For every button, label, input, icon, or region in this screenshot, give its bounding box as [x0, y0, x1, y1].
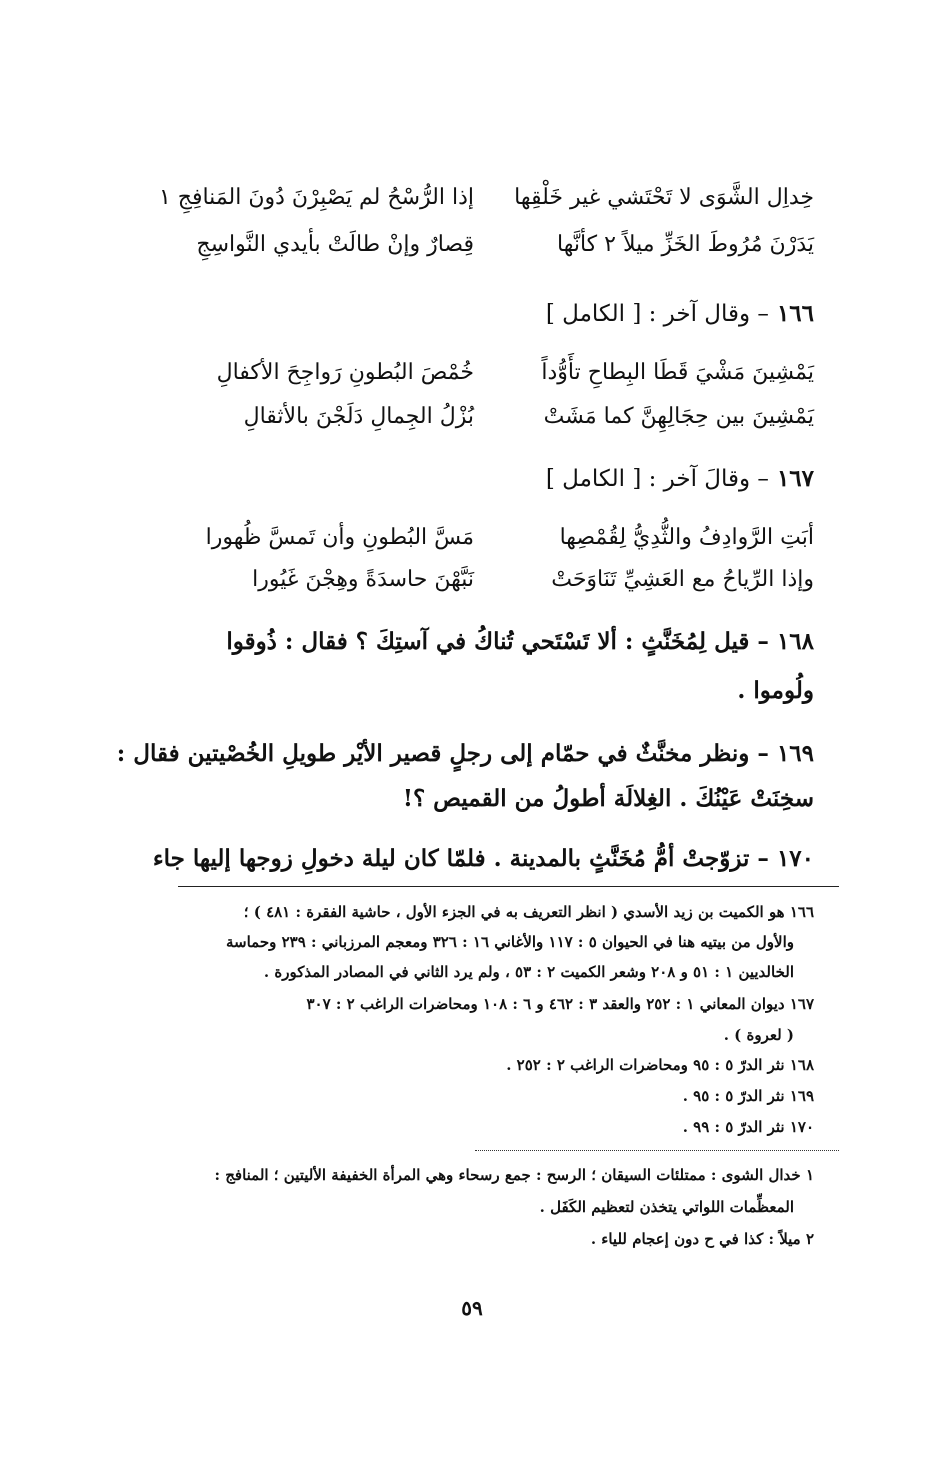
- poem2-line1-second-hemistich: خُمْصَ البُطونِ رَواجِحَ الأكفالِ: [216, 360, 474, 385]
- section-167-heading: [546, 465, 814, 492]
- footnote-168: ١٦٨ نثر الدرّ ٥ : ٩٥ ومحاضرات الراغب ٢ : ٢٥٢ .: [506, 1056, 814, 1074]
- poem2-line2-first-hemistich: يَمْشِينَ بين حِجَالِهِنَّ كما مَشَتْ: [543, 404, 814, 429]
- section-intro: – وقال آخر : [ الكامل ]: [545, 301, 769, 327]
- poem3-line2-first-hemistich: وإذا الرِّياحُ مع العَشِيِّ تَنَاوَحَتْ: [551, 567, 814, 592]
- note-1-line1: ١ خدال الشوى : ممتلئات السيقان ؛ الرسح : جمع رسحاء وهي المرأة الخفيفة الأليتين ؛ المنافج :: [214, 1166, 814, 1184]
- note-2: ٢ ميلاً : كذا في ح دون إعجام للياء .: [590, 1230, 814, 1248]
- footnote-166-line2: والأول من بيتيه هنا في الحيوان ٥ : ١١٧ والأغاني ١٦ : ٣٢٦ ومعجم المرزباني : ٢٣٩ وحماسة: [226, 933, 794, 951]
- section-166-heading: [546, 300, 814, 327]
- section-170-line1: ١٧٠ – تزوّجتْ أمُّ مُخَنَّثٍ بالمدينة . فلمّا كان ليلة دخولِ زوجها إليها جاء: [152, 845, 814, 872]
- footnote-166-line1: ١٦٦ هو الكميت بن زيد الأسدي ( انظر التعريف به في الجزء الأول ، حاشية الفقرة : ٤٨١ ) ؛: [243, 903, 814, 921]
- poem2-line2-second-hemistich: بُزْلُ الجِمالِ دَلَجْنَ بالأثقالِ: [243, 404, 474, 429]
- poem2-line1-first-hemistich: يَمْشِينَ مَشْيَ قَطَا البِطاحِ تأَوُّداً: [541, 360, 814, 385]
- footnote-167-line1: ١٦٧ ديوان المعاني ١ : ٢٥٢ والعقد ٣ : ٤٦٢ و ٦ : ١٠٨ ومحاضرات الراغب ٢ : ٣٠٧: [306, 995, 814, 1013]
- section-168-line2: ولُوموا .: [737, 677, 814, 704]
- poem3-line1-first-hemistich: أبَتِ الرَّوادِفُ والثُّدِيُّ لِقُمْصِها: [559, 525, 814, 550]
- poem3-line1-second-hemistich: مَسَّ البُطونِ وأن تَمسَّ ظُهورا: [205, 525, 474, 550]
- poem1-line1-second-hemistich: إذا الرُّسْحُ لم يَصْبِرْنَ دُونَ المَنافِجِ ١: [158, 185, 474, 210]
- poem3-line2-second-hemistich: نَبَّهْنَ حاسدَةً وهِجْنَ غَيُورا: [252, 567, 474, 592]
- section-169-line2: سخِنَتْ عَيْنُكَ . الغِلالَة أطولُ من القميص ؟!: [402, 785, 814, 812]
- section-169-line1: ١٦٩ – ونظر مخنَّثٌ في حمّام إلى رجلٍ قصير الأيْر طويلِ الخُصْيتين فقال :: [116, 740, 814, 767]
- note-1-line2: المعظِّمات اللواتي يتخذن لتعظيم الكَفَل .: [539, 1198, 794, 1216]
- poem1-line1-first-hemistich: خِداِل الشَّوَى لا تَحْتَشي غير خَلْقِها: [514, 185, 814, 210]
- footnote-divider: [178, 886, 839, 887]
- notes-divider: [475, 1150, 839, 1151]
- section-intro: – وقالَ آخر : [ الكامل ]: [545, 466, 769, 492]
- footnote-169: ١٦٩ نثر الدرّ ٥ : ٩٥ .: [682, 1087, 814, 1105]
- poem1-line2-first-hemistich: يَدَرْنَ مُرُوطَ الخَزِّ ميلاً ٢ كأنَّها: [557, 232, 814, 257]
- section-number: ١٦٧: [776, 465, 814, 492]
- footnote-166-line3: الخالديين ١ : ٥١ و ٢٠٨ وشعر الكميت ٢ : ٥٣ ، ولم يرد الثاني في المصادر المذكورة .: [263, 963, 794, 981]
- poem1-line2-second-hemistich: قِصارٌ وإنْ طالَتْ بأيدي النَّواسِجِ: [196, 232, 474, 257]
- section-number: ١٦٦: [776, 300, 814, 327]
- footnote-170: ١٧٠ نثر الدرّ ٥ : ٩٩ .: [682, 1118, 814, 1136]
- footnote-167-line2: ( لعروة ) .: [723, 1026, 794, 1044]
- section-168-line1: ١٦٨ – قيل لِمُخَنَّثٍ : ألا تَسْتَحي تُناكُ في آستِكَ ؟ فقال : ذُوقوا: [226, 628, 814, 655]
- page-number: ٥٩: [461, 1296, 483, 1320]
